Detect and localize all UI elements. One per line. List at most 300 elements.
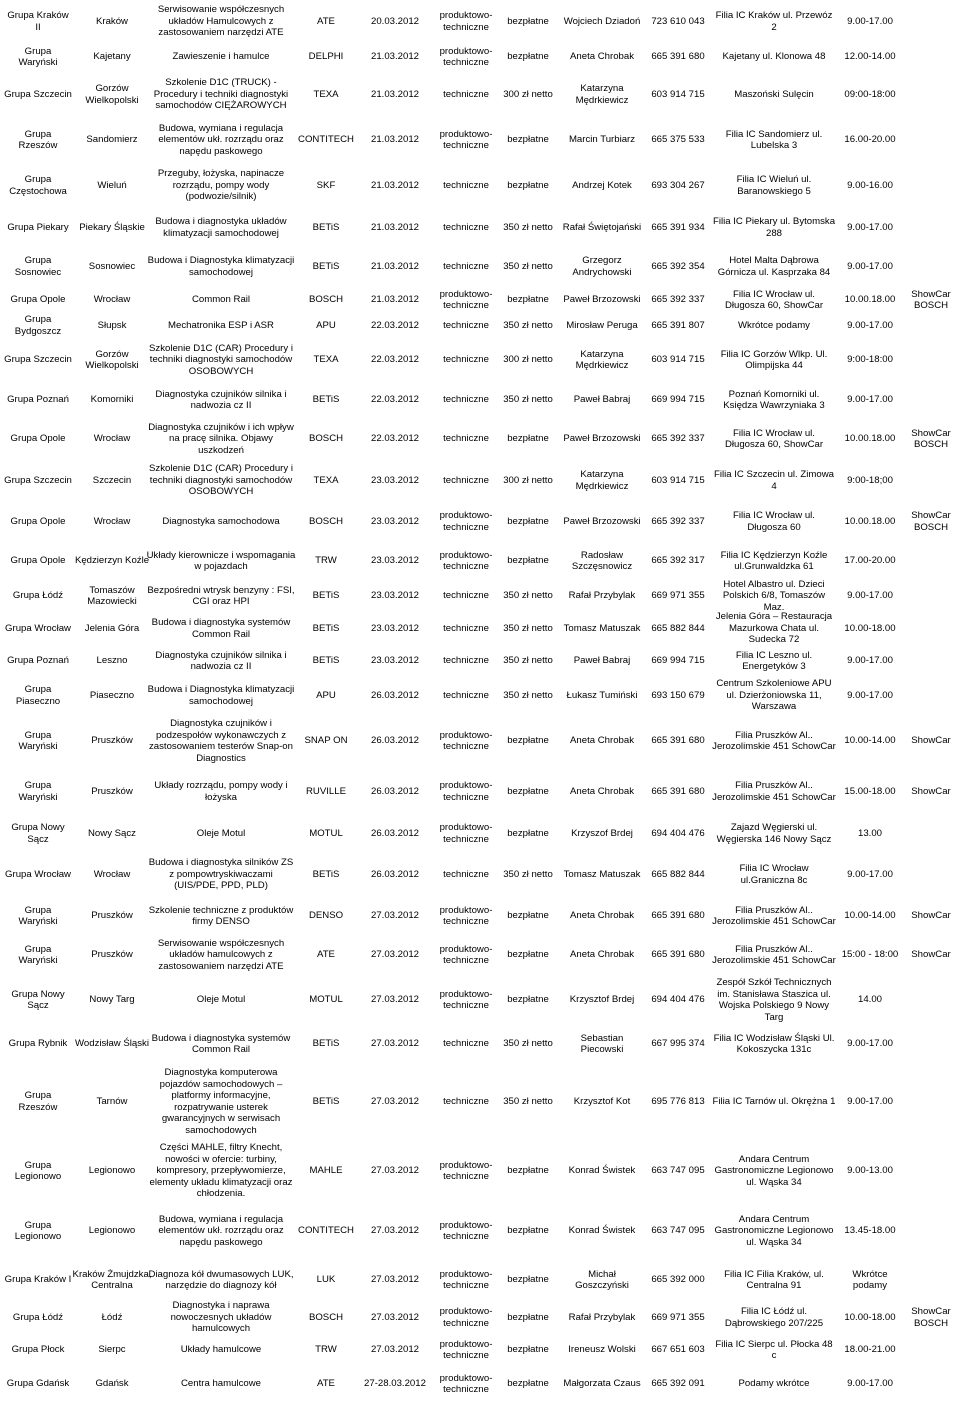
type-cell bbox=[436, 418, 496, 460]
city-cell-text: Pruszków bbox=[91, 735, 133, 747]
location-cell bbox=[712, 677, 836, 714]
company-cell bbox=[300, 852, 352, 897]
company-cell bbox=[300, 246, 352, 287]
location-cell-text: Zespół Szkół Technicznych im. Stanisława Staszica ul. Wojska Polskiego 9 Nowy Targ bbox=[716, 977, 832, 1023]
company-cell-text: SNAP ON bbox=[304, 735, 348, 747]
notes-cell-text: ShowCar bbox=[911, 949, 951, 961]
type-cell bbox=[436, 1063, 496, 1140]
city-cell-text: Piaseczno bbox=[89, 689, 135, 701]
city-cell-text: Nowy Targ bbox=[89, 994, 135, 1006]
company-cell bbox=[300, 1365, 352, 1403]
location-cell-text: Maszoński Sulęcin bbox=[734, 88, 814, 100]
hours-cell bbox=[836, 162, 904, 209]
phone-cell bbox=[644, 1063, 712, 1140]
hours-cell-text: 9.00-17.00 bbox=[847, 260, 893, 272]
group-cell-text: Grupa Szczecin bbox=[4, 88, 72, 100]
hours-cell-text: 15.00-18.00 bbox=[844, 785, 896, 797]
hours-cell-text: 10.00.18.00 bbox=[844, 433, 896, 445]
trainer-cell bbox=[560, 815, 644, 852]
trainer-cell-text: Michał Goszczyński bbox=[575, 1268, 629, 1291]
type-cell-text: techniczne bbox=[443, 433, 489, 445]
city-cell-text: Kraków bbox=[96, 15, 128, 27]
price-cell bbox=[496, 246, 560, 287]
trainer-cell-text: Grzegorz Andrychowski bbox=[572, 255, 632, 278]
group-cell-text: Grupa Opole bbox=[10, 294, 66, 306]
table-row bbox=[0, 935, 960, 975]
group-cell bbox=[4, 897, 72, 935]
phone-cell bbox=[644, 1335, 712, 1365]
phone-cell bbox=[644, 542, 712, 580]
group-cell bbox=[4, 1025, 72, 1063]
price-cell-text: bezpłatne bbox=[507, 15, 549, 27]
trainer-cell bbox=[560, 975, 644, 1025]
city-cell bbox=[72, 677, 152, 714]
notes-cell bbox=[904, 1365, 958, 1403]
topic-cell bbox=[146, 645, 296, 677]
phone-cell-text: 665 391 680 bbox=[651, 949, 705, 961]
company-cell bbox=[300, 1300, 352, 1335]
topic-cell bbox=[146, 975, 296, 1025]
notes-cell bbox=[904, 382, 958, 418]
hours-cell-text: 12.00-14.00 bbox=[844, 51, 896, 63]
date-cell-text: 22.03.2012 bbox=[370, 394, 419, 406]
hours-cell bbox=[836, 975, 904, 1025]
city-cell bbox=[72, 815, 152, 852]
city-cell bbox=[72, 612, 152, 645]
trainer-cell bbox=[560, 542, 644, 580]
company-cell bbox=[300, 338, 352, 382]
price-cell-text: 350 zł netto bbox=[503, 394, 553, 406]
notes-cell-text: ShowCar bbox=[911, 910, 951, 922]
price-cell bbox=[496, 1025, 560, 1063]
topic-cell-text: Szkolenie D1C (CAR) Procedury i techniki diagnostyki samochodów OSOBOWYCH bbox=[149, 463, 293, 498]
location-cell bbox=[712, 0, 836, 43]
phone-cell bbox=[644, 501, 712, 542]
price-cell bbox=[496, 460, 560, 501]
phone-cell bbox=[644, 612, 712, 645]
group-cell bbox=[4, 313, 72, 338]
type-cell bbox=[436, 209, 496, 246]
hours-cell-text: 9.00-17.00 bbox=[847, 868, 893, 880]
notes-cell bbox=[904, 935, 958, 975]
company-cell bbox=[300, 542, 352, 580]
date-cell bbox=[352, 1260, 438, 1300]
date-cell-text: 26.03.2012 bbox=[370, 689, 419, 701]
table-row bbox=[0, 313, 960, 338]
city-cell bbox=[72, 768, 152, 815]
location-cell-text: Filia IC Wrocław ul.Graniczna 8c bbox=[739, 863, 809, 886]
company-cell-text: BOSCH bbox=[308, 294, 344, 306]
date-cell-text: 27.03.2012 bbox=[370, 1038, 419, 1050]
date-cell-text: 26.03.2012 bbox=[370, 785, 419, 797]
company-cell-text: ATE bbox=[317, 15, 335, 27]
date-cell bbox=[352, 815, 438, 852]
date-cell-text: 27.03.2012 bbox=[370, 1095, 419, 1107]
company-cell-text: TEXA bbox=[313, 354, 339, 366]
hours-cell bbox=[836, 768, 904, 815]
trainer-cell bbox=[560, 162, 644, 209]
type-cell bbox=[436, 460, 496, 501]
date-cell bbox=[352, 852, 438, 897]
group-cell bbox=[4, 162, 72, 209]
company-cell-text: APU bbox=[316, 319, 336, 331]
company-cell bbox=[300, 460, 352, 501]
topic-cell-text: Diagnostyka czujników silnika i nadwozia cz II bbox=[155, 388, 287, 411]
type-cell-text: produktowo-techniczne bbox=[439, 943, 493, 966]
topic-cell bbox=[146, 43, 296, 71]
location-cell bbox=[712, 975, 836, 1025]
topic-cell-text: Układy rozrządu, pompy wody i łożyska bbox=[154, 780, 288, 803]
price-cell-text: bezpłatne bbox=[507, 1165, 549, 1177]
price-cell-text: bezpłatne bbox=[507, 827, 549, 839]
price-cell-text: bezpłatne bbox=[507, 1311, 549, 1323]
price-cell bbox=[496, 501, 560, 542]
phone-cell-text: 723 610 043 bbox=[651, 15, 705, 27]
table-row bbox=[0, 1202, 960, 1260]
date-cell-text: 27.03.2012 bbox=[370, 1274, 419, 1286]
hours-cell-text: 17.00-20.00 bbox=[844, 555, 896, 567]
table-row bbox=[0, 162, 960, 209]
hours-cell-text: 9.00-17.00 bbox=[847, 394, 893, 406]
company-cell bbox=[300, 815, 352, 852]
company-cell-text: TRW bbox=[315, 555, 337, 567]
table-row bbox=[0, 338, 960, 382]
topic-cell-text: Oleje Motul bbox=[196, 827, 246, 839]
location-cell bbox=[712, 71, 836, 118]
group-cell-text: Grupa Rzeszów bbox=[18, 1090, 58, 1113]
trainer-cell-text: Paweł Brzozowski bbox=[563, 433, 641, 445]
phone-cell bbox=[644, 43, 712, 71]
price-cell-text: bezpłatne bbox=[507, 134, 549, 146]
hours-cell-text: 10.00-14.00 bbox=[844, 735, 896, 747]
phone-cell-text: 665 391 807 bbox=[651, 319, 705, 331]
location-cell bbox=[712, 162, 836, 209]
topic-cell-text: Mechatronika ESP i ASR bbox=[168, 319, 274, 331]
trainer-cell-text: Aneta Chrobak bbox=[570, 735, 634, 747]
topic-cell-text: Common Rail bbox=[191, 294, 251, 306]
type-cell-text: produktowo-techniczne bbox=[439, 10, 493, 33]
trainer-cell-text: Katarzyna Mędrkiewicz bbox=[575, 83, 629, 106]
location-cell-text: Filia Pruszków Al.. Jerozolimskie 451 SchowCar bbox=[712, 780, 836, 803]
date-cell-text: 27.03.2012 bbox=[370, 1225, 419, 1237]
hours-cell bbox=[836, 71, 904, 118]
price-cell-text: bezpłatne bbox=[507, 735, 549, 747]
hours-cell bbox=[836, 612, 904, 645]
notes-cell bbox=[904, 209, 958, 246]
group-cell-text: Grupa Rybnik bbox=[8, 1038, 68, 1050]
trainer-cell-text: Krzysztof Brdej bbox=[569, 994, 635, 1006]
trainer-cell-text: Wojciech Dziadoń bbox=[563, 15, 641, 27]
hours-cell bbox=[836, 118, 904, 162]
group-cell-text: Grupa Kraków II bbox=[7, 10, 69, 33]
notes-cell bbox=[904, 1063, 958, 1140]
price-cell-text: bezpłatne bbox=[507, 785, 549, 797]
date-cell bbox=[352, 0, 438, 43]
hours-cell bbox=[836, 460, 904, 501]
trainer-cell-text: Paweł Babraj bbox=[573, 394, 631, 406]
group-cell-text: Grupa Bydgoszcz bbox=[14, 314, 62, 337]
trainer-cell-text: Paweł Babraj bbox=[573, 655, 631, 667]
location-cell-text: Filia IC Gorzów Wlkp. Ul. Olimpijska 44 bbox=[720, 348, 828, 371]
table-row bbox=[0, 1365, 960, 1403]
location-cell bbox=[712, 1140, 836, 1202]
city-cell-text: Sandomierz bbox=[86, 134, 138, 146]
table-row bbox=[0, 768, 960, 815]
city-cell bbox=[72, 1335, 152, 1365]
type-cell bbox=[436, 612, 496, 645]
date-cell-text: 27.03.2012 bbox=[370, 910, 419, 922]
trainer-cell bbox=[560, 852, 644, 897]
phone-cell bbox=[644, 162, 712, 209]
city-cell bbox=[72, 209, 152, 246]
trainer-cell bbox=[560, 1025, 644, 1063]
topic-cell bbox=[146, 1260, 296, 1300]
notes-cell bbox=[904, 1335, 958, 1365]
location-cell-text: Filia Pruszków Al.. Jerozolimskie 451 SchowCar bbox=[712, 943, 836, 966]
date-cell bbox=[352, 1300, 438, 1335]
trainer-cell-text: Aneta Chrobak bbox=[570, 785, 634, 797]
phone-cell-text: 665 392 000 bbox=[651, 1274, 705, 1286]
trainer-cell bbox=[560, 0, 644, 43]
type-cell-text: techniczne bbox=[443, 590, 489, 602]
price-cell bbox=[496, 580, 560, 612]
topic-cell-text: Budowa i diagnostyka systemów Common Rail bbox=[151, 1032, 291, 1055]
date-cell bbox=[352, 1365, 438, 1403]
notes-cell bbox=[904, 1300, 958, 1335]
phone-cell-text: 603 914 715 bbox=[651, 88, 705, 100]
price-cell-text: 350 zł netto bbox=[503, 590, 553, 602]
notes-cell bbox=[904, 338, 958, 382]
notes-cell bbox=[904, 815, 958, 852]
phone-cell bbox=[644, 1365, 712, 1403]
company-cell-text: BETiS bbox=[312, 1038, 340, 1050]
topic-cell-text: Zawieszenie i hamulce bbox=[172, 51, 270, 63]
table-row bbox=[0, 418, 960, 460]
topic-cell-text: Budowa, wymiana i regulacja elementów ukł. rozrządu oraz napędu paskowego bbox=[158, 122, 284, 157]
trainer-cell-text: Małgorzata Czaus bbox=[563, 1378, 641, 1390]
trainer-cell-text: Ireneusz Wolski bbox=[568, 1344, 636, 1356]
phone-cell-text: 669 971 355 bbox=[651, 1311, 705, 1323]
date-cell bbox=[352, 418, 438, 460]
price-cell bbox=[496, 1335, 560, 1365]
notes-cell bbox=[904, 460, 958, 501]
group-cell-text: Grupa Opole bbox=[10, 433, 66, 445]
company-cell bbox=[300, 0, 352, 43]
location-cell bbox=[712, 1300, 836, 1335]
location-cell-text: Hotel Malta Dąbrowa Górnicza ul. Kasprzaka 84 bbox=[717, 255, 831, 278]
group-cell bbox=[4, 677, 72, 714]
type-cell bbox=[436, 852, 496, 897]
company-cell bbox=[300, 645, 352, 677]
date-cell bbox=[352, 975, 438, 1025]
company-cell-text: SKF bbox=[316, 179, 336, 191]
group-cell-text: Grupa Sosnowiec bbox=[14, 255, 62, 278]
price-cell bbox=[496, 1365, 560, 1403]
group-cell bbox=[4, 935, 72, 975]
topic-cell-text: Budowa, wymiana i regulacja elementów ukł. rozrządu oraz napędu paskowego bbox=[158, 1213, 284, 1248]
price-cell bbox=[496, 1140, 560, 1202]
type-cell bbox=[436, 0, 496, 43]
type-cell bbox=[436, 714, 496, 768]
location-cell-text: Jelenia Góra – Restauracja Mazurkowa Chata ul. Sudecka 72 bbox=[715, 611, 833, 646]
city-cell-text: Słupsk bbox=[97, 319, 127, 331]
location-cell-text: Hotel Albastro ul. Dzieci Polskich 6/8, Tomaszów Maz. bbox=[722, 578, 826, 613]
date-cell bbox=[352, 542, 438, 580]
city-cell bbox=[72, 935, 152, 975]
price-cell bbox=[496, 1260, 560, 1300]
location-cell-text: Filia IC Leszno ul. Energetyków 3 bbox=[735, 649, 813, 672]
trainer-cell-text: Rafał Świętojański bbox=[562, 221, 642, 233]
price-cell-text: bezpłatne bbox=[507, 555, 549, 567]
notes-cell bbox=[904, 0, 958, 43]
date-cell bbox=[352, 935, 438, 975]
price-cell-text: bezpłatne bbox=[507, 51, 549, 63]
topic-cell-text: Diagnostyka czujników i podzespołów wykonawczych z zastosowaniem testerów Snap-on Diagnostics bbox=[149, 718, 293, 764]
topic-cell-text: Budowa i diagnostyka systemów Common Rail bbox=[151, 617, 291, 640]
hours-cell-text: 10.00-18.00 bbox=[844, 622, 896, 634]
hours-cell bbox=[836, 287, 904, 313]
notes-cell bbox=[904, 43, 958, 71]
trainer-cell bbox=[560, 1365, 644, 1403]
date-cell bbox=[352, 677, 438, 714]
company-cell bbox=[300, 313, 352, 338]
topic-cell-text: Przeguby, łożyska, napinacze rozrządu, pompy wody (podwozie/silnik) bbox=[157, 168, 285, 203]
group-cell bbox=[4, 460, 72, 501]
company-cell-text: BOSCH bbox=[308, 515, 344, 527]
topic-cell bbox=[146, 118, 296, 162]
group-cell-text: Grupa Poznań bbox=[7, 655, 69, 667]
type-cell-text: produktowo-techniczne bbox=[439, 128, 493, 151]
date-cell bbox=[352, 1140, 438, 1202]
location-cell bbox=[712, 897, 836, 935]
trainer-cell bbox=[560, 43, 644, 71]
group-cell-text: Grupa Opole bbox=[10, 515, 66, 527]
date-cell bbox=[352, 338, 438, 382]
phone-cell-text: 665 391 680 bbox=[651, 910, 705, 922]
type-cell-text: techniczne bbox=[443, 1038, 489, 1050]
city-cell-text: Wrocław bbox=[93, 294, 131, 306]
type-cell-text: produktowo-techniczne bbox=[439, 549, 493, 572]
hours-cell bbox=[836, 418, 904, 460]
city-cell-text: Gdańsk bbox=[95, 1378, 129, 1390]
table-row bbox=[0, 677, 960, 714]
date-cell bbox=[352, 313, 438, 338]
date-cell-text: 27.03.2012 bbox=[370, 1311, 419, 1323]
price-cell bbox=[496, 71, 560, 118]
hours-cell-text: 10.00.18.00 bbox=[844, 294, 896, 306]
type-cell bbox=[436, 246, 496, 287]
group-cell bbox=[4, 1335, 72, 1365]
group-cell bbox=[4, 287, 72, 313]
group-cell-text: Grupa Legionowo bbox=[14, 1159, 62, 1182]
table-row bbox=[0, 1260, 960, 1300]
trainer-cell bbox=[560, 1260, 644, 1300]
table-row bbox=[0, 897, 960, 935]
topic-cell bbox=[146, 287, 296, 313]
price-cell bbox=[496, 612, 560, 645]
hours-cell bbox=[836, 677, 904, 714]
type-cell-text: produktowo-techniczne bbox=[439, 1306, 493, 1329]
phone-cell-text: 665 392 337 bbox=[651, 515, 705, 527]
topic-cell-text: Bezpośredni wtrysk benzyny : FSI, CGI oraz HPI bbox=[147, 584, 295, 607]
group-cell-text: Grupa Legionowo bbox=[14, 1219, 62, 1242]
location-cell-text: Filia Pruszków Al.. Jerozolimskie 451 SchowCar bbox=[712, 729, 836, 752]
phone-cell-text: 603 914 715 bbox=[651, 474, 705, 486]
group-cell-text: Grupa Waryński bbox=[18, 780, 58, 803]
table-row bbox=[0, 815, 960, 852]
table-row bbox=[0, 382, 960, 418]
location-cell-text: Filia IC Wodzisław Śląski Ul. Kokoszycka 131c bbox=[713, 1032, 835, 1055]
price-cell-text: bezpłatne bbox=[507, 1225, 549, 1237]
location-cell-text: Wkrótce podamy bbox=[738, 319, 810, 331]
location-cell bbox=[712, 418, 836, 460]
company-cell bbox=[300, 501, 352, 542]
notes-cell bbox=[904, 580, 958, 612]
table-row bbox=[0, 0, 960, 43]
type-cell bbox=[436, 162, 496, 209]
location-cell-text: Kajetany ul. Klonowa 48 bbox=[722, 51, 826, 63]
topic-cell bbox=[146, 542, 296, 580]
hours-cell-text: 13.45-18.00 bbox=[844, 1225, 896, 1237]
company-cell-text: BETiS bbox=[312, 394, 340, 406]
type-cell-text: produktowo-techniczne bbox=[439, 729, 493, 752]
location-cell bbox=[712, 1025, 836, 1063]
type-cell-text: techniczne bbox=[443, 179, 489, 191]
hours-cell bbox=[836, 897, 904, 935]
type-cell bbox=[436, 43, 496, 71]
group-cell bbox=[4, 1063, 72, 1140]
hours-cell bbox=[836, 542, 904, 580]
company-cell-text: BETiS bbox=[312, 622, 340, 634]
price-cell bbox=[496, 1063, 560, 1140]
table-row bbox=[0, 287, 960, 313]
phone-cell bbox=[644, 1300, 712, 1335]
trainer-cell bbox=[560, 338, 644, 382]
group-cell-text: Grupa Poznań bbox=[7, 394, 69, 406]
phone-cell bbox=[644, 897, 712, 935]
location-cell bbox=[712, 1260, 836, 1300]
table-row bbox=[0, 714, 960, 768]
trainer-cell-text: Rafał Przybylak bbox=[568, 1311, 636, 1323]
trainer-cell bbox=[560, 1300, 644, 1335]
company-cell bbox=[300, 162, 352, 209]
topic-cell-text: Serwisowanie współczesnych układów Hamulcowych z zastosowaniem narzędzi ATE bbox=[157, 4, 285, 39]
hours-cell bbox=[836, 714, 904, 768]
date-cell-text: 23.03.2012 bbox=[370, 655, 419, 667]
company-cell-text: BETiS bbox=[312, 1095, 340, 1107]
hours-cell bbox=[836, 1260, 904, 1300]
location-cell-text: Filia IC Łódź ul. Dąbrowskiego 207/225 bbox=[724, 1306, 824, 1329]
hours-cell bbox=[836, 935, 904, 975]
group-cell-text: Grupa Szczecin bbox=[4, 354, 72, 366]
topic-cell bbox=[146, 162, 296, 209]
location-cell bbox=[712, 612, 836, 645]
table-row bbox=[0, 43, 960, 71]
price-cell-text: 350 zł netto bbox=[503, 655, 553, 667]
trainer-cell-text: Andrzej Kotek bbox=[572, 179, 632, 191]
city-cell-text: Komorniki bbox=[90, 394, 134, 406]
hours-cell-text: 9.00-17.00 bbox=[847, 1378, 893, 1390]
company-cell bbox=[300, 580, 352, 612]
date-cell bbox=[352, 460, 438, 501]
phone-cell bbox=[644, 935, 712, 975]
topic-cell bbox=[146, 246, 296, 287]
type-cell bbox=[436, 645, 496, 677]
price-cell-text: bezpłatne bbox=[507, 1378, 549, 1390]
price-cell-text: bezpłatne bbox=[507, 179, 549, 191]
city-cell-text: Szczecin bbox=[92, 474, 132, 486]
company-cell bbox=[300, 1063, 352, 1140]
